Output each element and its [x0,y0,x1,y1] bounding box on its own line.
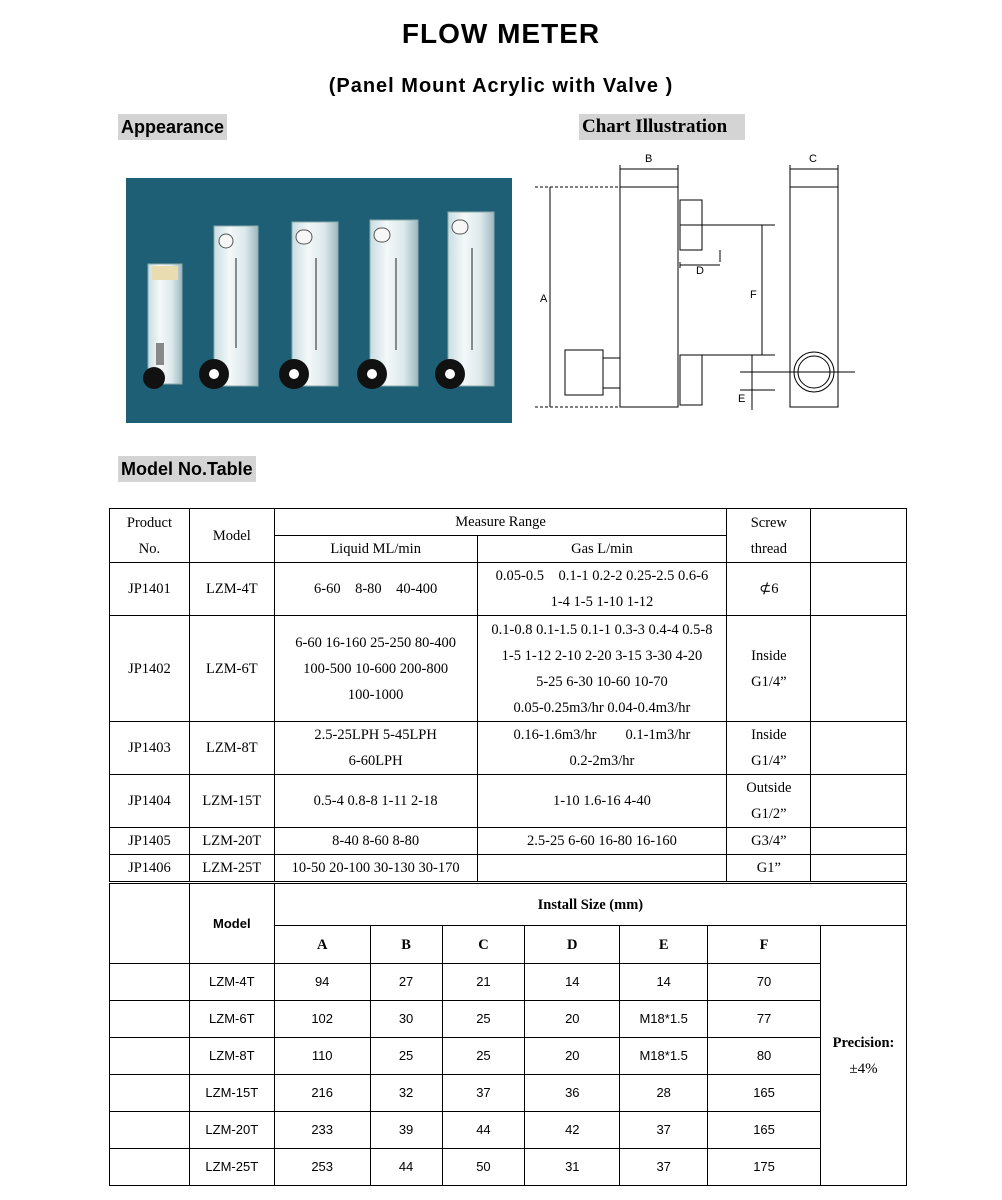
col-e: E [620,926,708,964]
col-a: A [274,926,370,964]
header-product-no: Product No. [110,509,190,563]
table-row: JP1404 LZM-15T 0.5-4 0.8-8 1-11 2-18 1-10 1.6-16 4-40 Outside G1/2” [110,775,907,828]
header-model: Model [189,509,274,563]
header-empty [811,509,907,563]
install-size-header: Install Size (mm) [274,884,906,926]
table-row: LZM-8T 110 25 25 20 M18*1.5 80 [110,1038,907,1075]
flow-meter-5 [435,212,494,389]
model-table-label: Model No.Table [118,456,256,482]
col-d: D [525,926,620,964]
table-row: LZM-25T 253 44 50 31 37 175 [110,1149,907,1186]
flow-meter-1 [143,264,182,389]
precision-cell: Precision: ±4% [820,926,906,1186]
flow-meter-3 [279,222,338,389]
chart-illustration-label: Chart Illustration [579,114,745,140]
header-gas: Gas L/min [477,536,727,563]
flow-meter-2 [199,226,258,389]
header-measure-range: Measure Range [274,509,727,536]
table-row: JP1401 LZM-4T 6-60 8-80 40-400 0.05-0.5 0.1-1 0.2-2 0.25-2.5 0.6-6 1-4 1-5 1-10 1-12 ⊄6 [110,563,907,616]
appearance-label: Appearance [118,114,227,140]
col-c: C [442,926,525,964]
table-row: JP1402 LZM-6T 6-60 16-160 25-250 80-400 100-500 10-600 200-800 100-1000 0.1-0.8 0.1-1.5 0.1-1 0.3-3 0.4-4 0.5-8 1-5 1-12 2-10 2-20 3-15 3-30 4-20 5-25 6-30 10-60 10-70 0.05-0.25m3/hr 0.04-0.4m3/hr Inside G1/4” [110,616,907,722]
header-screw-thread: Screw thread [727,509,811,563]
table-row: JP1406 LZM-25T 10-50 20-100 30-130 30-170 G1” [110,855,907,882]
model-table [109,508,907,882]
table-row: LZM-4T 94 27 21 14 14 70 [110,964,907,1001]
product-photo [126,178,512,423]
diagram-label-b: B [645,153,653,165]
install-header-model: Model [189,884,274,964]
flow-meter-4 [357,220,418,389]
table-row: LZM-6T 102 30 25 20 M18*1.5 77 [110,1001,907,1038]
page-title: FLOW METER [401,18,601,49]
table-row: JP1405 LZM-20T 8-40 8-60 8-80 2.5-25 6-60 16-80 16-160 G3/4” [110,828,907,855]
page-subtitle: (Panel Mount Acrylic with Valve ) [328,75,674,97]
diagram-label-d: D [696,265,704,277]
install-size-table [109,883,907,1186]
table-row: JP1403 LZM-8T 2.5-25LPH 5-45LPH 6-60LPH 0.16-1.6m3/hr 0.1-1m3/hr 0.2-2m3/hr Inside G1/4” [110,722,907,775]
header-liquid: Liquid ML/min [274,536,477,563]
diagram-label-a: A [540,293,548,305]
table-row: LZM-15T 216 32 37 36 28 165 [110,1075,907,1112]
table-row: LZM-20T 233 39 44 42 37 165 [110,1112,907,1149]
diagram-label-e: E [738,393,746,405]
col-f: F [708,926,821,964]
dimension-diagram [530,150,870,420]
diagram-label-f: F [750,289,757,301]
diagram-label-c: C [809,153,817,165]
col-b: B [370,926,442,964]
